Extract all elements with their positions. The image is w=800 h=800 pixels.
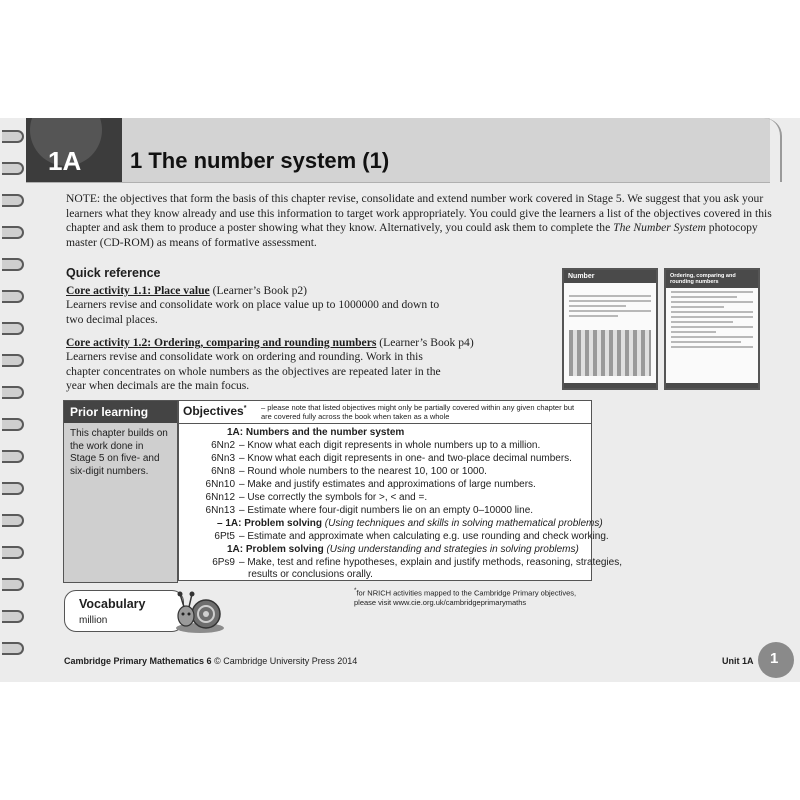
objective-code: 6Ps9 — [212, 557, 235, 568]
objective-text: – Make, test and refine hypotheses, explain and justify methods, reasoning, strategies, — [239, 557, 622, 568]
binding-ring-icon — [2, 194, 24, 207]
core-activity-name: Core activity 1.2: Ordering, comparing and rounding numbers — [66, 336, 377, 349]
prior-learning-heading: Prior learning — [64, 401, 177, 423]
vocabulary-word: million — [79, 615, 108, 626]
objective-code: 6Nn10 — [205, 479, 235, 490]
objective-text: – Round whole numbers to the nearest 10, 100 or 1000. — [239, 466, 487, 477]
nrich-footnote: *for NRICH activities mapped to the Cambridge Primary objectives, please visit www.cie.org.uk/cambridgeprimarymaths — [354, 587, 577, 607]
core-activity-title — [66, 284, 307, 297]
binding-ring-icon — [2, 514, 24, 527]
core-activity-name: Core activity 1.1: Place value — [66, 284, 210, 297]
footer-credit: Cambridge Primary Mathematics 6 © Cambridge University Press 2014 — [64, 656, 358, 666]
binding-ring-icon — [2, 226, 24, 239]
prior-learning-box — [63, 400, 178, 583]
core-activity-description: Learners revise and consolidate work on ordering and rounding. Work in this chapter concentrates on whole numbers as the objectives are repeated later in the year when decimals are the main focus. — [66, 350, 441, 392]
note-text-end: photocopy master (CD-ROM) as means of formative assessment. — [66, 221, 758, 249]
prior-learning-text: This chapter builds on the work done in Stage 5 on five- and six-digit numbers. — [70, 428, 168, 477]
note-text: NOTE: the objectives that form the basis of this chapter revise, consolidate and extend number work covered in Stage 5. We suggest that you ask your learners what they know already and use this information to target work appropriately. You could give the learners a list of the objectives covered in this chapter and ask them to produce a poster showing what they know. Alternatively, you could ask them to complete the — [66, 192, 772, 234]
vocabulary-heading: Vocabulary — [79, 597, 146, 611]
snail-mascot-icon — [172, 588, 226, 634]
chapter-title: 1 The number system (1) — [130, 148, 390, 173]
binding-ring-icon — [2, 642, 24, 655]
objective-text: – Know what each digit represents in whole numbers up to a million. — [239, 440, 541, 451]
objective-text: – Make and justify estimates and approximations of large numbers. — [239, 479, 536, 490]
learners-book-thumbnail — [664, 268, 760, 390]
objective-code: 6Nn13 — [205, 505, 235, 516]
objectives-section-heading: – 1A: Problem solving (Using techniques and skills in solving mathematical problems) — [217, 518, 603, 529]
vocabulary-box — [64, 590, 184, 632]
core-activity-description: Learners revise and consolidate work on place value up to 1000000 and down to two decimal places. — [66, 298, 440, 326]
objective-text: – Use correctly the symbols for >, < and =. — [239, 492, 428, 503]
binding-ring-icon — [2, 578, 24, 591]
objective-text: – Know what each digit represents in one- and two-place decimal numbers. — [239, 453, 572, 464]
objective-text: – Estimate and approximate when calculating e.g. use rounding and check working. — [239, 531, 609, 542]
binding-ring-icon — [2, 482, 24, 495]
binding-ring-icon — [2, 546, 24, 559]
objectives-coverage-note: – please note that listed objectives might only be partially covered within any given chapter but are covered fully across the book when taken as a whole — [261, 403, 575, 421]
binding-ring-icon — [2, 290, 24, 303]
binding-ring-icon — [2, 450, 24, 463]
binding-ring-icon — [2, 322, 24, 335]
binding-ring-icon — [2, 418, 24, 431]
binding-ring-icon — [2, 354, 24, 367]
objectives-box — [178, 400, 622, 581]
thumbnail-title: Ordering, comparing and rounding numbers — [666, 270, 758, 288]
note-pcm-title: The Number System — [613, 221, 706, 234]
objective-text-continued: results or conclusions orally. — [248, 569, 373, 580]
objective-code: 6Pt5 — [214, 531, 235, 542]
footer-unit: Unit 1A — [722, 656, 754, 666]
objective-code: 6Nn8 — [211, 466, 235, 477]
objective-code: 6Nn3 — [211, 453, 235, 464]
intro-note — [66, 192, 778, 250]
thumbnail-title: Number — [564, 270, 656, 283]
learners-book-thumbnail — [562, 268, 658, 390]
objectives-section-heading: 1A: Numbers and the number system — [227, 427, 405, 438]
objective-code: 6Nn12 — [205, 492, 235, 503]
objectives-section-heading: 1A: Problem solving (Using understanding and strategies in solving problems) — [227, 544, 579, 555]
binding-ring-icon — [2, 162, 24, 175]
core-activity-book: (Learner’s Book p4) — [376, 336, 474, 349]
objectives-header — [179, 401, 591, 424]
objective-text: – Estimate where four-digit numbers lie on an empty 0–10000 line. — [239, 505, 534, 516]
binding-ring-icon — [2, 130, 24, 143]
page-number: 1 — [770, 650, 779, 667]
binding-ring-icon — [2, 258, 24, 271]
chapter-chip: 1A — [48, 146, 82, 176]
core-activity-book: (Learner’s Book p2) — [209, 284, 308, 297]
header-corner — [760, 118, 782, 182]
quick-reference-heading: Quick reference — [66, 266, 161, 280]
objectives-heading: Objectives* — [183, 404, 247, 418]
spiral-binding — [0, 118, 26, 682]
binding-ring-icon — [2, 386, 24, 399]
objective-code: 6Nn2 — [211, 440, 235, 451]
core-activity-title — [66, 336, 474, 349]
binding-ring-icon — [2, 610, 24, 623]
